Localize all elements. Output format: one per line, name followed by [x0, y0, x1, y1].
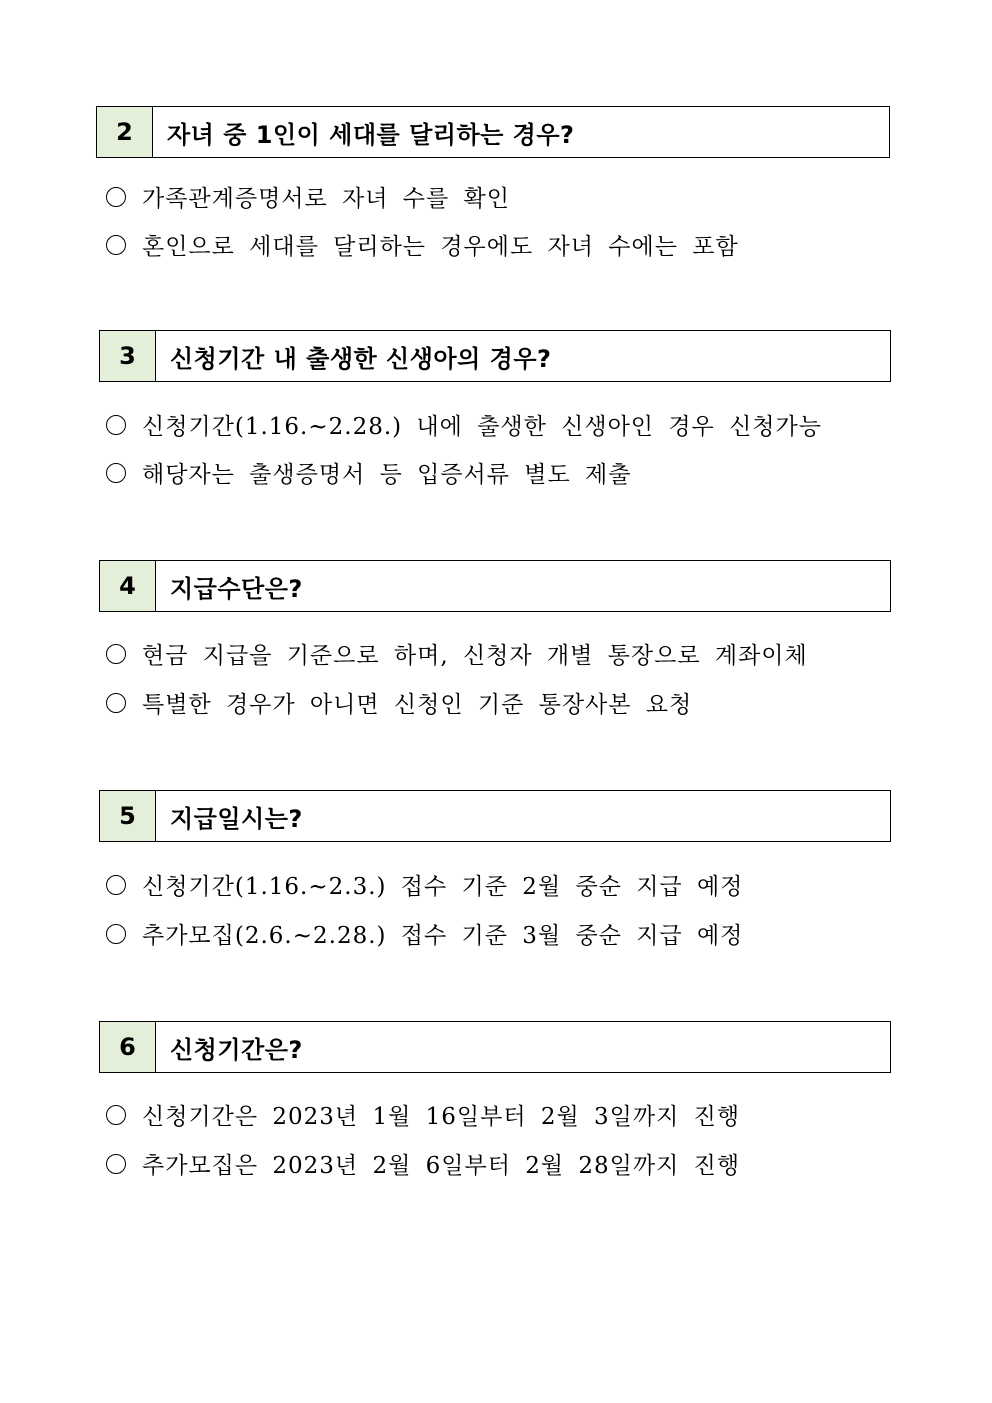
question-header	[96, 106, 890, 158]
question-header	[99, 330, 891, 382]
question-header	[99, 560, 891, 612]
answer-item	[106, 408, 822, 441]
circle-bullet-icon	[106, 235, 126, 255]
question-number: 4	[100, 561, 156, 611]
question-number: 2	[97, 107, 153, 157]
answer-item	[106, 1098, 740, 1131]
answer-item	[106, 637, 808, 670]
answer-item	[106, 1147, 740, 1180]
question-title: 신청기간은?	[170, 1035, 303, 1064]
answer-item	[106, 228, 739, 261]
question-header	[99, 790, 891, 842]
answer-text: 신청기간은 2023년 1월 16일부터 2월 3일까지 진행	[142, 1104, 741, 1130]
question-number: 5	[100, 791, 156, 841]
circle-bullet-icon	[106, 463, 126, 483]
question-number: 3	[100, 331, 156, 381]
circle-bullet-icon	[106, 415, 126, 435]
circle-bullet-icon	[106, 1105, 126, 1125]
circle-bullet-icon	[106, 693, 126, 713]
circle-bullet-icon	[106, 187, 126, 207]
answer-text: 신청기간(1.16.~2.3.) 접수 기준 2월 중순 지급 예정	[142, 874, 744, 900]
answer-item	[106, 917, 743, 950]
answer-text: 해당자는 출생증명서 등 입증서류 별도 제출	[142, 462, 632, 488]
question-title: 자녀 중 1인이 세대를 달리하는 경우?	[167, 120, 575, 149]
circle-bullet-icon	[106, 875, 126, 895]
answer-item	[106, 868, 743, 901]
circle-bullet-icon	[106, 644, 126, 664]
answer-item	[106, 456, 631, 489]
answer-text: 가족관계증명서로 자녀 수를 확인	[142, 186, 510, 212]
answer-text: 특별한 경우가 아니면 신청인 기준 통장사본 요청	[142, 692, 693, 718]
answer-text: 추가모집(2.6.~2.28.) 접수 기준 3월 중순 지급 예정	[142, 923, 744, 949]
question-header	[99, 1021, 891, 1073]
circle-bullet-icon	[106, 924, 126, 944]
answer-text: 현금 지급을 기준으로 하며, 신청자 개별 통장으로 계좌이체	[142, 643, 808, 669]
question-title: 지급수단은?	[170, 574, 303, 603]
answer-item	[106, 180, 510, 213]
question-number: 6	[100, 1022, 156, 1072]
answer-text: 혼인으로 세대를 달리하는 경우에도 자녀 수에는 포함	[142, 234, 739, 260]
answer-item	[106, 686, 692, 719]
question-title: 신청기간 내 출생한 신생아의 경우?	[170, 344, 552, 373]
answer-text: 신청기간(1.16.~2.28.) 내에 출생한 신생아인 경우 신청가능	[142, 414, 822, 440]
question-title: 지급일시는?	[170, 804, 303, 833]
circle-bullet-icon	[106, 1154, 126, 1174]
answer-text: 추가모집은 2023년 2월 6일부터 2월 28일까지 진행	[142, 1153, 741, 1179]
